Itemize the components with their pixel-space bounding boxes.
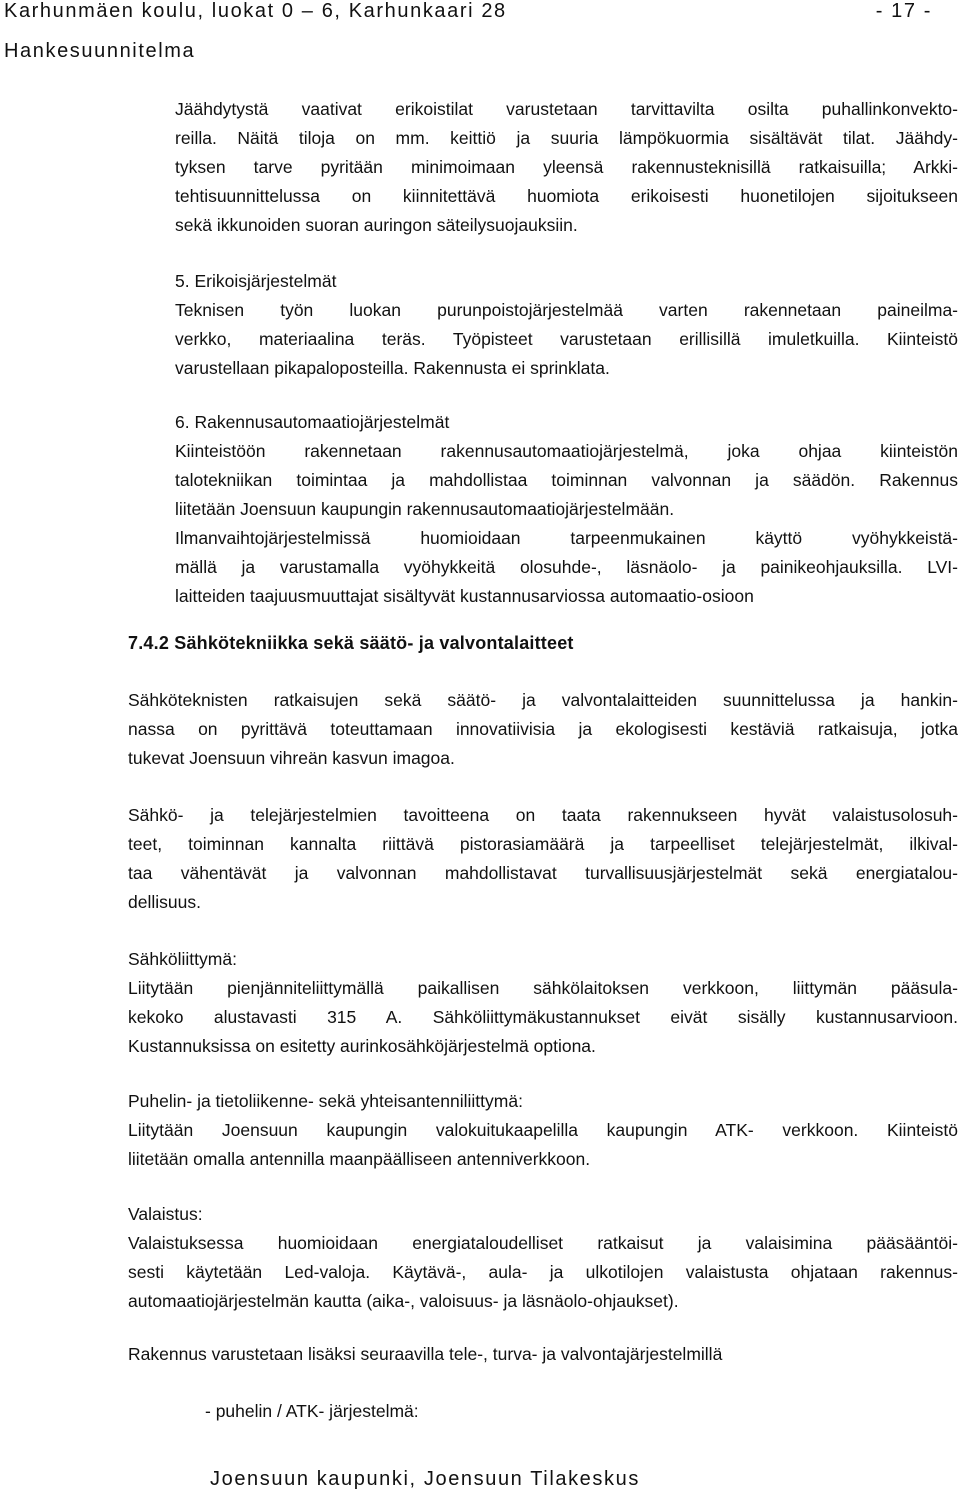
intro-paragraph [175,95,958,240]
text-line: liitetään Joensuun kaupungin rakennusautomaatiojärjestelmään. [175,499,675,519]
section-6-building-automation [175,408,958,611]
subheading: Valaistus: [128,1204,203,1224]
text-line: varustellaan pikapaloposteilla. Rakennusta ei sprinklata. [175,358,610,378]
text-line: tyksen tarve pyritään minimoimaan yleensä rakennusteknisillä ratkaisuilla; Arkki- [175,157,958,177]
text-line: kekoko alustavasti 315 A. Sähköliittymäkustannukset eivät sisälly kustannusarvioon. [128,1007,958,1027]
text-line: Liitytään pienjänniteliittymällä paikallisen sähkölaitoksen verkkoon, liittymän pääsula- [128,978,958,998]
text-line: liitetään omalla antennilla maanpäälliseen antenniverkkoon. [128,1149,591,1169]
section-5-special-systems [175,267,958,383]
text-line: sesti käytetään Led-valoja. Käytävä-, aula- ja ulkotilojen valaistusta ohjataan rakennus- [128,1262,958,1282]
text-line: sekä ikkunoiden suoran auringon säteilysuojauksiin. [175,215,578,235]
section-7-4-2-heading: 7.4.2 Sähkötekniikka sekä säätö- ja valvontalaitteet [128,633,574,653]
subheading: Puhelin- ja tietoliikenne- sekä yhteisantenniliittymä: [128,1091,523,1111]
text-line: talotekniikan toimintaa ja mahdollistaa toiminnan valvonnan ja säädön. Rakennus [175,470,958,490]
paragraph-phone-data-connection [128,1087,958,1174]
header-title: Karhunmäen koulu, luokat 0 – 6, Karhunkaari 28 [4,0,507,22]
header-subtitle: Hankesuunnitelma [4,40,196,62]
text-line: laitteiden taajuusmuuttajat sisältyvät kustannusarviossa automaatio-osioon [175,586,754,606]
text-line: dellisuus. [128,892,201,912]
text-line: automaatiojärjestelmän kautta (aika-, valoisuus- ja läsnäolo-ohjaukset). [128,1291,679,1311]
text-line: tehtisuunnittelussa on kiinnitettävä huomiota erikoisesti huonetilojen sijoitukseen [175,186,958,206]
text-line: mällä ja varustamalla vyöhykkeitä olosuhde-, läsnäolo- ja painikeohjauksilla. LVI- [175,557,958,577]
text-line: Liitytään Joensuun kaupungin valokuitukaapelilla kaupungin ATK- verkkoon. Kiinteistö [128,1120,958,1140]
text-line: Teknisen työn luokan purunpoistojärjestelmää varten rakennetaan paineilma- [175,300,958,320]
paragraph-electrical-goals [128,686,958,773]
text-line: Sähkö- ja telejärjestelmien tavoitteena on taata rakennukseen hyvät valaistusolosuh- [128,805,958,825]
text-line: verkko, materiaalina teräs. Työpisteet varustetaan erillisillä imuletkuilla. Kiinteistö [175,329,958,349]
page-number: - 17 - [875,0,932,22]
text-line: Sähköteknisten ratkaisujen sekä säätö- ja valvontalaitteiden suunnittelussa ja hankin- [128,690,958,710]
subheading: Sähköliittymä: [128,949,237,969]
section-5-heading: 5. Erikoisjärjestelmät [175,271,337,291]
text-line: nassa on pyrittävä toteuttamaan innovatiivisia ja ekologisesti kestäviä ratkaisuja, jotka [128,719,958,739]
footer: Joensuun kaupunki, Joensuun Tilakeskus [210,1468,640,1490]
paragraph-power-connection [128,945,958,1061]
list-item: - puhelin / ATK- järjestelmä: [205,1401,419,1421]
paragraph-additional-systems: Rakennus varustetaan lisäksi seuraavilla tele-, turva- ja valvontajärjestelmillä [128,1344,723,1364]
text-line: taa vähentävät ja valvonnan mahdollistavat turvallisuusjärjestelmät sekä energiatalou- [128,863,958,883]
text-line: Ilmanvaihtojärjestelmissä huomioidaan tarpeenmukainen käyttö vyöhykkeistä- [175,528,958,548]
text-line: Jäähdytystä vaativat erikoistilat varustetaan tarvittavilta osilta puhallinkonvekto- [175,99,958,119]
text-line: Kiinteistöön rakennetaan rakennusautomaatiojärjestelmä, joka ohjaa kiinteistön [175,441,958,461]
paragraph-telecom-goals [128,801,958,917]
paragraph-lighting [128,1200,958,1316]
text-line: tukevat Joensuun vihreän kasvun imagoa. [128,748,455,768]
text-line: Kustannuksissa on esitetty aurinkosähköjärjestelmä optiona. [128,1036,596,1056]
text-line: Valaistuksessa huomioidaan energiataloudelliset ratkaisut ja valaisimina pääsääntöi- [128,1233,958,1253]
text-line: reilla. Näitä tiloja on mm. keittiö ja suuria lämpökuormia sisältävät tilat. Jäähdy- [175,128,958,148]
section-6-heading: 6. Rakennusautomaatiojärjestelmät [175,412,450,432]
text-line: teet, toiminnan kannalta riittävä pistorasiamäärä ja tarpeelliset telejärjestelmät, ilkival- [128,834,958,854]
